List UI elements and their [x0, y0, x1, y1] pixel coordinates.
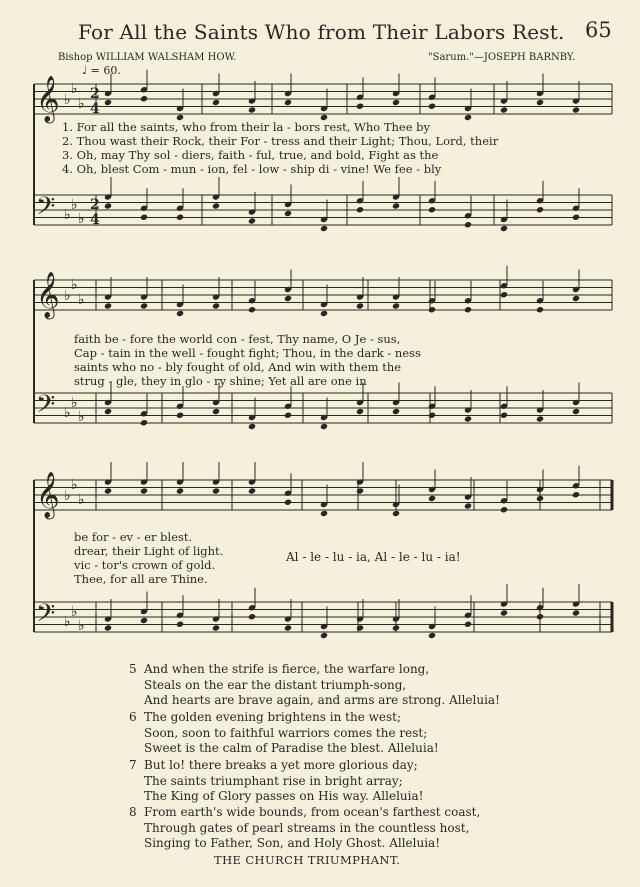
flat-sign: ♭ [64, 288, 71, 304]
note-head [464, 621, 472, 628]
note-head [356, 206, 364, 213]
note-head [104, 302, 112, 309]
note-head [248, 423, 256, 430]
verse3-line-system1: 3. Oh, may Thy sol - diers, faith - ful, true, and bold, Fight as the [62, 148, 439, 162]
note-head [284, 412, 292, 419]
note-head [500, 609, 508, 616]
note-head [320, 225, 328, 232]
bass-clef: 𝄢 [36, 599, 56, 634]
note-head [248, 487, 256, 494]
stanza-line: Sweet is the calm of Paradise the blest. Alleluia! [144, 741, 439, 755]
verse3-line-system3: vic - tor's crown of gold. [74, 558, 216, 572]
note-head [428, 206, 436, 213]
note-head [392, 510, 400, 517]
alleluia-refrain: Al - le - lu - ia, Al - le - lu - ia! [286, 550, 461, 564]
note-head [392, 302, 400, 309]
note-head [320, 632, 328, 639]
note-head [248, 217, 256, 224]
stanza-number: 7 [129, 758, 137, 772]
note-head [464, 306, 472, 313]
hymn-category: THE CHURCH TRIUMPHANT. [214, 853, 401, 867]
note-head [140, 617, 148, 624]
note-head [356, 103, 364, 110]
note-head [356, 408, 364, 415]
note-head [464, 415, 472, 422]
tempo-marking: ♩ = 60. [82, 64, 121, 77]
note-head [428, 103, 436, 110]
flat-sign: ♭ [78, 409, 85, 425]
note-head [572, 295, 580, 302]
note-head [212, 624, 220, 631]
note-head [572, 214, 580, 221]
note-head [176, 310, 184, 317]
flat-sign: ♭ [64, 207, 71, 223]
verse1-line-system2: faith be - fore the world con - fest, Thy name, O Je - sus, [74, 332, 401, 346]
note-head [140, 419, 148, 426]
note-head [428, 495, 436, 502]
note-head [536, 306, 544, 313]
note-head [356, 624, 364, 631]
stanza-8 [129, 805, 481, 852]
note-head [212, 302, 220, 309]
flat-sign: ♭ [64, 405, 71, 421]
treble-clef: 𝄞 [36, 76, 60, 122]
stanza-line: Singing to Father, Son, and Holy Ghost. Alleluia! [144, 836, 441, 850]
note-head [500, 225, 508, 232]
note-head [536, 99, 544, 106]
verse1-line-system3: be for - ev - er blest. [74, 530, 193, 544]
time-signature-top: 2 [90, 197, 100, 213]
flat-sign: ♭ [71, 197, 78, 213]
note-head [284, 210, 292, 217]
bass-clef: 𝄢 [36, 192, 56, 227]
stanza-5 [129, 662, 500, 709]
note-head [392, 202, 400, 209]
note-head [536, 206, 544, 213]
note-head [572, 609, 580, 616]
flat-sign: ♭ [64, 92, 71, 108]
flat-sign: ♭ [71, 81, 78, 97]
flat-sign: ♭ [78, 292, 85, 308]
note-head [536, 415, 544, 422]
stanza-line: From earth's wide bounds, from ocean's farthest coast, [144, 805, 481, 819]
note-head [104, 202, 112, 209]
note-head [572, 491, 580, 498]
flat-sign: ♭ [78, 492, 85, 508]
note-head [176, 621, 184, 628]
flat-sign: ♭ [64, 488, 71, 504]
note-head [248, 613, 256, 620]
note-head [392, 408, 400, 415]
note-head [284, 499, 292, 506]
note-head [356, 302, 364, 309]
note-head [392, 99, 400, 106]
note-head [104, 408, 112, 415]
note-head [140, 214, 148, 221]
note-head [248, 306, 256, 313]
stanza-line: The golden evening brightens in the west; [144, 710, 402, 724]
verse2-line-system3: drear, their Light of light. [74, 544, 224, 558]
note-head [428, 306, 436, 313]
bass-clef: 𝄢 [36, 390, 56, 425]
hymn-title: For All the Saints Who from Their Labors Rest. [78, 20, 565, 44]
flat-sign: ♭ [71, 604, 78, 620]
stanza-6 [129, 710, 439, 757]
note-head [500, 106, 508, 113]
verse2-line-system1: 2. Thou wast their Rock, their For - tress and their Light; Thou, Lord, their [62, 134, 499, 148]
note-head [500, 412, 508, 419]
note-head [464, 502, 472, 509]
verse4-line-system1: 4. Oh, blest Com - mun - ion, fel - low - ship di - vine! We fee - bly [62, 162, 442, 176]
flat-sign: ♭ [71, 277, 78, 293]
treble-clef: 𝄞 [36, 472, 60, 518]
note-head [104, 624, 112, 631]
flat-sign: ♭ [78, 211, 85, 227]
note-head [536, 613, 544, 620]
stanza-line: Steals on the ear the distant triumph-song, [144, 677, 407, 692]
verse4-line-system3: Thee, for all are Thine. [74, 572, 208, 586]
verse3-line-system2: saints who no - bly fought of old, And win with them the [74, 360, 402, 374]
note-head [284, 99, 292, 106]
note-head [320, 310, 328, 317]
note-head [212, 487, 220, 494]
note-head [176, 412, 184, 419]
stanza-line: The King of Glory passes on His way. Alleluia! [144, 789, 424, 803]
flat-sign: ♭ [71, 477, 78, 493]
flat-sign: ♭ [78, 96, 85, 112]
stanza-line: And hearts are brave again, and arms are strong. Alleluia! [144, 693, 500, 707]
note-head [212, 202, 220, 209]
treble-clef: 𝄞 [36, 272, 60, 318]
note-head [176, 487, 184, 494]
stanza-line: The saints triumphant rise in bright array; [144, 773, 403, 788]
note-head [284, 624, 292, 631]
note-head [428, 412, 436, 419]
verse4-line-system2: strug - gle, they in glo - ry shine; Yet all are one in [74, 374, 367, 388]
stanza-line: Soon, soon to faithful warriors comes the rest; [144, 725, 428, 740]
composer-credit: "Sarum."—JOSEPH BARNBY. [428, 52, 576, 63]
flat-sign: ♭ [78, 618, 85, 634]
note-head [140, 302, 148, 309]
note-head [572, 408, 580, 415]
page-number: 65 [585, 18, 612, 42]
note-head [140, 95, 148, 102]
stanza-number: 8 [129, 805, 137, 819]
note-head [464, 221, 472, 228]
verse2-line-system2: Cap - tain in the well - fought fight; Thou, in the dark - ness [74, 346, 421, 360]
note-head [392, 624, 400, 631]
note-head [248, 106, 256, 113]
stanza-line: But lo! there breaks a yet more glorious day; [144, 758, 418, 772]
note-head [536, 495, 544, 502]
note-head [284, 295, 292, 302]
note-head [176, 214, 184, 221]
time-signature-bottom: 4 [90, 101, 100, 117]
stanza-line: Through gates of pearl streams in the countless host, [144, 820, 470, 835]
stanza-number: 5 [129, 662, 137, 676]
flat-sign: ♭ [64, 614, 71, 630]
note-head [104, 99, 112, 106]
time-signature-top: 2 [90, 86, 100, 102]
note-head [428, 632, 436, 639]
verse1-line-system1: 1. For all the saints, who from their la - bors rest, Who Thee by [62, 120, 431, 134]
note-head [140, 487, 148, 494]
note-head [572, 106, 580, 113]
note-head [212, 408, 220, 415]
note-head [212, 99, 220, 106]
note-head [464, 114, 472, 121]
time-signature-bottom: 4 [90, 212, 100, 228]
flat-sign: ♭ [71, 395, 78, 411]
stanza-7 [129, 758, 424, 805]
author-credit: Bishop WILLIAM WALSHAM HOW. [58, 52, 237, 63]
note-head [104, 487, 112, 494]
note-head [500, 291, 508, 298]
note-head [500, 506, 508, 513]
note-head [320, 510, 328, 517]
note-head [356, 487, 364, 494]
stanza-number: 6 [129, 710, 137, 724]
note-head [320, 423, 328, 430]
stanza-line: And when the strife is fierce, the warfare long, [144, 662, 430, 676]
